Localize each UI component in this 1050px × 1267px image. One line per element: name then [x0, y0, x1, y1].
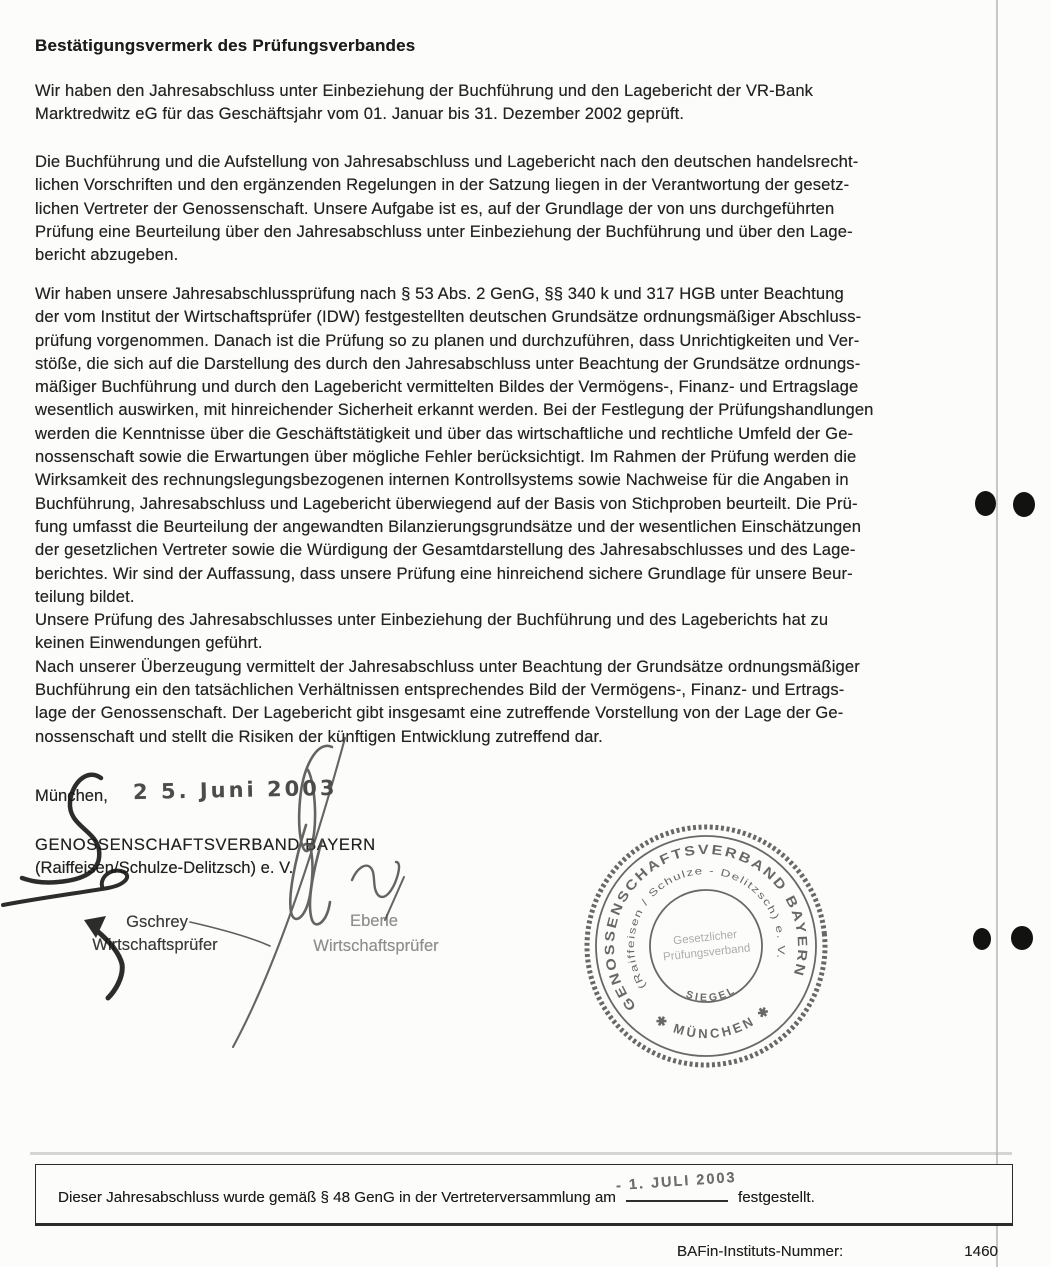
text-line: wesentlich auswirken, mit hinreichender Sicherheit erkannt werden. Bei der Festlegung der Prüfungshandlungen [35, 400, 874, 420]
official-seal [574, 814, 838, 1078]
text-line: Die Buchführung und die Aufstellung von Jahresabschluss und Lagebericht nach den deutschen handelsrecht- [35, 152, 859, 171]
handwritten-signatures [0, 730, 430, 1150]
resolution-row [58, 1169, 815, 1206]
text-line: teilung bildet. [35, 586, 135, 606]
seal-center-line2: Prüfungsverband [662, 942, 751, 964]
text-line: Wir haben unsere Jahresabschlussprüfung nach § 53 Abs. 2 GenG, §§ 340 k und 317 HGB unter Beachtung [35, 284, 844, 303]
text-line: lichen Vertreter der Genossenschaft. Unsere Aufgabe ist es, auf der Grundlage der von uns durchgeführten [35, 198, 835, 218]
seal-center-line1: Gesetzlicher [672, 928, 738, 948]
text-line: keinen Einwendungen geführt. [35, 633, 263, 653]
signer-name-left: Gschrey [126, 912, 188, 931]
signature-place: München, [35, 786, 108, 805]
bafin-number-label: BAFin-Instituts-Nummer: [677, 1243, 844, 1260]
resolution-text-before: Dieser Jahresabschluss wurde gemäß § 48 GenG in der Vertreterversammlung am [58, 1189, 616, 1206]
date-stamp: 2 5. Juni 2003 [132, 775, 338, 805]
text-line: Wir haben den Jahresabschluss unter Einbeziehung der Buchführung und den Lagebericht der VR-Bank [35, 81, 814, 100]
bafin-number-value: 1460 [964, 1243, 998, 1260]
text-line: mäßiger Buchführung und durch den Lagebericht vermittelten Bildes der Vermögens-, Finanz- und Ertragslage [35, 377, 859, 397]
signer-name-right: Eberle [350, 911, 398, 930]
text-line: lichen Vorschriften und den ergänzenden Regelungen in der Satzung liegen in der Verantwortung der gesetz- [35, 175, 850, 195]
seal-inner-text-curved: (Raiffeisen / Schulze - Delitzsch) e. V. [625, 866, 787, 991]
punch-hole [1011, 926, 1033, 950]
text-line: der gesetzlichen Vertreter sowie die Würdigung der Gesamtdarstellung des Jahresabschlusses und des Lage- [35, 540, 856, 560]
text-line: Nach unserer Überzeugung vermittelt der Jahresabschluss unter Beachtung der Grundsätze ordnungsmäßiger [35, 656, 860, 676]
handwritten-signature-left [3, 775, 270, 998]
page-edge-line [996, 0, 998, 1267]
text-line: Buchführung ein den tatsächlichen Verhältnissen entsprechendes Bild der Vermögens-, Finanz- und Ertrags- [35, 680, 845, 700]
text-line: Unsere Prüfung des Jahresabschlusses unter Einbeziehung der Buchführung und des Lageberichts hat zu [35, 610, 829, 630]
text-line: bericht abzugeben. [35, 245, 179, 265]
text-line: Marktredwitz eG für das Geschäftsjahr vom 01. Januar bis 31. Dezember 2002 geprüft. [35, 104, 685, 124]
seal-siegel-label: SIEGEL [684, 983, 739, 1005]
signer-title-right: Wirtschaftsprüfer [313, 936, 439, 955]
signer-title-left: Wirtschaftsprüfer [92, 935, 218, 954]
paragraph-intro [35, 81, 1015, 128]
text-line: fung umfasst die Beurteilung der angewandten Bilanzierungsgrundsätze und der wesentlichen Einschätzungen [35, 516, 862, 536]
seal-city-text: ✱ MÜNCHEN ✱ [652, 1001, 775, 1042]
punch-hole [973, 928, 991, 950]
text-line: prüfung vorgenommen. Danach ist die Prüfung so zu planen und durchzuführen, dass Unrichtigkeiten und Ver- [35, 330, 860, 350]
text-line: berichtes. Wir sind der Auffassung, dass unsere Prüfung eine hinreichend sichere Grundlage für unsere Beur- [35, 563, 853, 583]
paragraph-audit-opinion [35, 284, 1015, 750]
text-line: Wirksamkeit des rechnungslegungsbezogenen internen Kontrollsystems sowie Nachweise für die Angaben in [35, 470, 849, 490]
resolution-date-underline [615, 1169, 738, 1202]
organization-legal-form: (Raiffeisen/Schulze-Delitzsch) e. V. [35, 858, 294, 877]
text-line: stöße, die sich auf die Darstellung des durch den Jahresabschluss unter Beachtung der Grundsätze ordnungs- [35, 353, 861, 373]
text-line: werden die Kenntnisse über die Geschäftstätigkeit und über das wirtschaftliche und rechtliche Umfeld der Ge- [35, 423, 854, 443]
text-line: lage der Genossenschaft. Der Lagebericht gibt insgesamt eine zutreffende Vorstellung von der Lage der Ge- [35, 703, 844, 723]
resolution-text-after: festgestellt. [737, 1189, 815, 1206]
certificate-heading: Bestätigungsvermerk des Prüfungsverbandes [35, 36, 416, 55]
text-line: nossenschaft sowie die Erwartungen über mögliche Fehler berücksichtigt. Im Rahmen der Prüfung werden die [35, 447, 857, 467]
resolution-box [35, 1164, 1013, 1226]
punch-hole [975, 491, 996, 516]
resolution-date-stamp: - 1. JULI 2003 [615, 1169, 738, 1195]
text-line: der vom Institut der Wirtschaftsprüfer (IDW) festgestellten deutschen Grundsätze ordnungsmäßiger Abschluss- [35, 307, 862, 327]
seal-outer-text-curved: GENOSSENSCHAFTSVERBAND BAYERN [601, 842, 811, 1014]
paragraph-responsibility [35, 152, 1015, 268]
text-line: nossenschaft und stellt die Risiken der künftigen Entwicklung zutreffend dar. [35, 726, 603, 746]
organization-name: GENOSSENSCHAFTSVERBAND BAYERN [35, 835, 376, 854]
text-line: Buchführung, Jahresabschluss und Lagebericht überwiegend auf der Basis von Stichproben beurteilt. Die Prü- [35, 493, 858, 513]
handwritten-signature-right [233, 738, 404, 1047]
text-line: Prüfung eine Beurteilung über den Jahresabschluss unter Einbeziehung der Buchführung und über den Lage- [35, 221, 853, 241]
punch-hole [1013, 492, 1035, 517]
scan-streak [30, 1152, 1012, 1155]
